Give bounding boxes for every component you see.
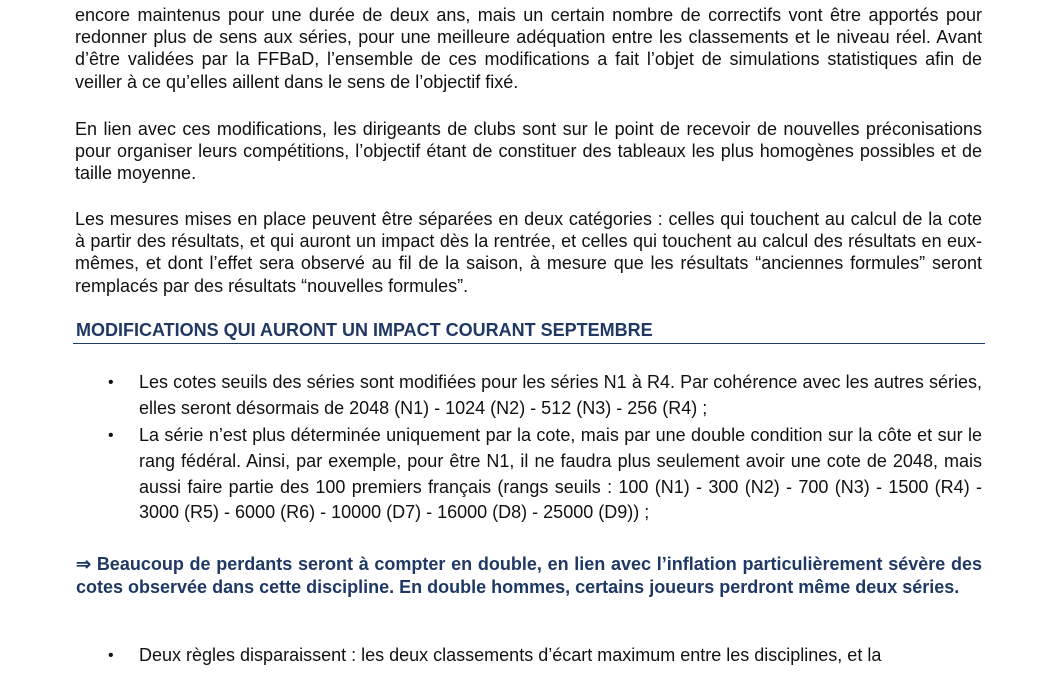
emphasis-note	[76, 553, 982, 599]
arrow-icon: ⇒	[76, 554, 92, 574]
paragraph-measures-categories: Les mesures mises en place peuvent être séparées en deux catégories : celles qui touchent au calcul de la cote à partir des résultats, et qui auront un impact dès la rentrée, et celles qui touchent au calcul des résultats en eux-mêmes, et dont l’effet sera observé au fil de la saison, à mesure que les résultats “anciennes formules” seront remplacés par des résultats “nouvelles formules”.	[75, 209, 982, 296]
section-divider	[73, 343, 985, 344]
paragraph-intro-continuation: encore maintenus pour une durée de deux ans, mais un certain nombre de correctifs vont être apportés pour redonner plus de sens aux séries, pour une meilleure adéquation entre les classements et le niveau réel. Avant d’être validées par la FFBaD, l’ensemble de ces modifications a fait l’objet de simulations statistiques afin de veiller à ce qu’elles aillent dans le sens de l’objectif fixé.	[75, 5, 982, 92]
bullet-icon: •	[108, 374, 114, 391]
paragraph-club-recommendations: En lien avec ces modifications, les dirigeants de clubs sont sur le point de recevoir de nouvelles préconisations pour organiser leurs compétitions, l’objectif étant de constituer des tableaux les plus homogènes possibles et de taille moyenne.	[75, 119, 982, 184]
emphasis-text: Beaucoup de perdants seront à compter en double, en lien avec l’inflation particulièrement sévère des cotes observée dans cette discipline. En double hommes, certains joueurs perdront même deux séries.	[76, 554, 982, 597]
bullet-icon: •	[108, 647, 114, 664]
bullet-icon: •	[108, 427, 114, 444]
section-heading: MODIFICATIONS QUI AURONT UN IMPACT COURANT SEPTEMBRE	[76, 320, 653, 340]
list-item-text: La série n’est plus déterminée uniquement par la cote, mais par une double condition sur la côte et sur le rang fédéral. Ainsi, par exemple, pour être N1, il ne faudra plus seulement avoir une cote de 2048, mais aussi faire partie des 100 premiers français (rangs seuils : 100 (N1) - 300 (N2) - 700 (N3) - 1500 (R4) - 3000 (R5) - 6000 (R6) - 10000 (D7) - 16000 (D8) - 25000 (D9)) ;	[139, 425, 982, 523]
list-item-text: Deux règles disparaissent : les deux classements d’écart maximum entre les disciplines, et la	[139, 645, 882, 665]
list-item-text: Les cotes seuils des séries sont modifiées pour les séries N1 à R4. Par cohérence avec les autres séries, elles seront désormais de 2048 (N1) - 1024 (N2) - 512 (N3) - 256 (R4) ;	[139, 372, 982, 418]
